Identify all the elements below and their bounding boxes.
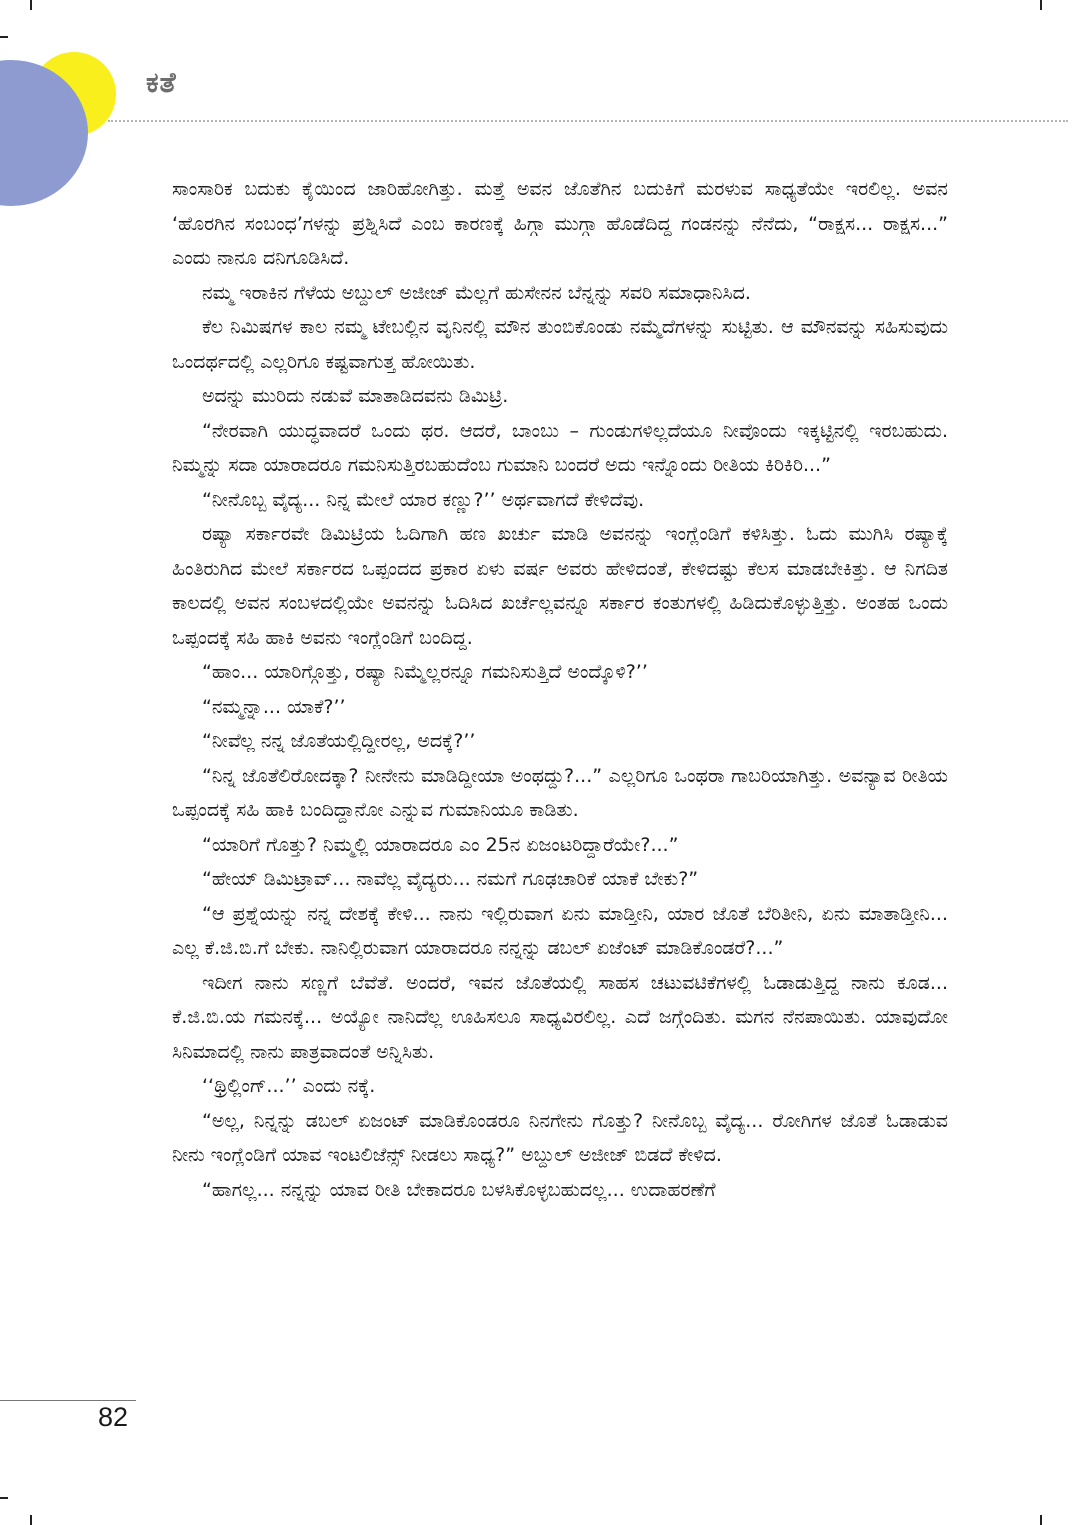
paragraph: ಕೆಲ ನಿಮಿಷಗಳ ಕಾಲ ನಮ್ಮ ಟೇಬಲ್ಲಿನ ವೃನಿನಲ್ಲಿ ಮೌನ ತುಂಬಿಕೊಂಡು ನಮ್ಮೆದೆಗಳನ್ನು ಸುಟ್ಟಿತು. ಆ ಮೌನವನ್ನು ಸಹಿಸುವುದು ಒಂದರ್ಥದಲ್ಲಿ ಎಲ್ಲರಿಗೂ ಕಷ್ಟವಾಗುತ್ತ ಹೋಯಿತು. bbox=[172, 316, 948, 373]
paragraph: “ನಮ್ಮನ್ನಾ... ಯಾಕೆ?’’ bbox=[202, 695, 346, 718]
page-number: 82 bbox=[98, 1402, 129, 1432]
paragraph: “ಅಲ್ಲ, ನಿನ್ನನ್ನು ಡಬಲ್ ಏಜಂಟ್ ಮಾಡಿಕೊಂಡರೂ ನಿನಗೇನು ಗೊತ್ತು? ನೀನೊಬ್ಬ ವೈದ್ಯ... ರೋಗಿಗಳ ಜೊತೆ ಓಡಾಡುವ ನೀನು ಇಂಗ್ಲೆಂಡಿಗೆ ಯಾವ ಇಂಟಲಿಜೆನ್ಸ್ ನೀಡಲು ಸಾಧ್ಯ?” ಅಬ್ದುಲ್ ಅಜೀಜ್ ಬಿಡದೆ ಕೇಳಿದ. bbox=[172, 1109, 948, 1166]
paragraph: ಇದೀಗ ನಾನು ಸಣ್ಣಗೆ ಬೆವೆತೆ. ಅಂದರೆ, ಇವನ ಜೊತೆಯಲ್ಲಿ ಸಾಹಸ ಚಟುವಟಿಕೆಗಳಲ್ಲಿ ಓಡಾಡುತ್ತಿದ್ದ ನಾನು ಕೂಡ... ಕೆ.ಜಿ.ಬಿ.ಯ ಗಮನಕ್ಕೆ... ಅಯ್ಯೋ ನಾನಿದೆಲ್ಲ ಊಹಿಸಲೂ ಸಾಧ್ಯವಿರಲಿಲ್ಲ. ಎದೆ ಜಗ್ಗೆಂದಿತು. ಮಗನ ನೆನಪಾಯಿತು. ಯಾವುದೋ ಸಿನಿಮಾದಲ್ಲಿ ನಾನು ಪಾತ್ರವಾದಂತೆ ಅನ್ನಿಸಿತು. bbox=[172, 971, 948, 1063]
paragraph: ‘‘ಥ್ರಿಲ್ಲಿಂಗ್...’’ ಎಂದು ನಕ್ಕೆ. bbox=[202, 1075, 376, 1097]
paragraph: ರಷ್ಯಾ ಸರ್ಕಾರವೇ ಡಿಮಿಟ್ರಿಯ ಓದಿಗಾಗಿ ಹಣ ಖರ್ಚು ಮಾಡಿ ಅವನನ್ನು ಇಂಗ್ಲೆಂಡಿಗೆ ಕಳಿಸಿತ್ತು. ಓದು ಮುಗಿಸಿ ರಷ್ಯಾಕ್ಕೆ ಹಿಂತಿರುಗಿದ ಮೇಲೆ ಸರ್ಕಾರದ ಒಪ್ಪಂದದ ಪ್ರಕಾರ ಏಳು ವರ್ಷ ಅವರು ಹೇಳಿದಂತೆ, ಕೇಳಿದಷ್ಟು ಕೆಲಸ ಮಾಡಬೇಕಿತ್ತು. ಆ ನಿಗದಿತ ಕಾಲದಲ್ಲಿ ಅವನ ಸಂಬಳದಲ್ಲಿಯೇ ಅವನನ್ನು ಓದಿಸಿದ ಖರ್ಚೆಲ್ಲವನ್ನೂ ಸರ್ಕಾರ ಕಂತುಗಳಲ್ಲಿ ಹಿಡಿದುಕೊಳ್ಳುತ್ತಿತ್ತು. ಅಂತಹ ಒಂದು ಒಪ್ಪಂದಕ್ಕೆ ಸಹಿ ಹಾಕಿ ಅವನು ಇಂಗ್ಲೆಂಡಿಗೆ ಬಂದಿದ್ದ. bbox=[172, 523, 948, 649]
crop-mark bbox=[1040, 1515, 1042, 1525]
crop-mark bbox=[1040, 0, 1042, 10]
paragraph: “ನೇರವಾಗಿ ಯುದ್ಧವಾದರೆ ಒಂದು ಥರ. ಆದರೆ, ಬಾಂಬು – ಗುಂಡುಗಳಿಲ್ಲದೆಯೂ ನೀವೊಂದು ಇಕ್ಕಟ್ಟಿನಲ್ಲಿ ಇರಬಹುದು. ನಿಮ್ಮನ್ನು ಸದಾ ಯಾರಾದರೂ ಗಮನಿಸುತ್ತಿರಬಹುದೆಂಬ ಗುಮಾನಿ ಬಂದರೆ ಅದು ಇನ್ನೊಂದು ರೀತಿಯ ಕಿರಿಕಿರಿ...” bbox=[172, 419, 948, 476]
header-divider bbox=[108, 120, 1068, 122]
crop-mark bbox=[0, 1497, 8, 1499]
paragraph: “ಹಾಗಲ್ಲ... ನನ್ನನ್ನು ಯಾವ ರೀತಿ ಬೇಕಾದರೂ ಬಳಸಿಕೊಳ್ಳಬಹುದಲ್ಲ... ಉದಾಹರಣೆಗೆ bbox=[202, 1178, 716, 1201]
paragraph: “ಆ ಪ್ರಶ್ನೆಯನ್ನು ನನ್ನ ದೇಶಕ್ಕೆ ಕೇಳಿ... ನಾನು ಇಲ್ಲಿರುವಾಗ ಏನು ಮಾಡ್ತೀನಿ, ಯಾರ ಜೊತೆ ಬೆರಿತೀನಿ, ಏನು ಮಾತಾಡ್ತೀನಿ... ಎಲ್ಲ ಕೆ.ಜಿ.ಬಿ.ಗೆ ಬೇಕು. ನಾನಿಲ್ಲಿರುವಾಗ ಯಾರಾದರೂ ನನ್ನನ್ನು ಡಬಲ್ ಏಜೆಂಟ್ ಮಾಡಿಕೊಂಡರೆ?...” bbox=[172, 902, 948, 959]
paragraph: “ಹೇಯ್ ಡಿಮಿಟ್ರಾವ್... ನಾವೆಲ್ಲ ವೈದ್ಯರು... ನಮಗೆ ಗೂಢಚಾರಿಕೆ ಯಾಕೆ ಬೇಕು?” bbox=[202, 868, 699, 890]
paragraph: “ಯಾರಿಗೆ ಗೊತ್ತು? ನಿಮ್ಮಲ್ಲಿ ಯಾರಾದರೂ ಎಂ 25ನ ಏಜಂಟರಿದ್ದಾರೆಯೇ?...” bbox=[202, 833, 679, 856]
paragraph: “ನಿನ್ನ ಜೊತೆಲಿರೋದಕ್ಕಾ? ನೀನೇನು ಮಾಡಿದ್ದೀಯಾ ಅಂಥದ್ದು?...” ಎಲ್ಲರಿಗೂ ಒಂಥರಾ ಗಾಬರಿಯಾಗಿತ್ತು. ಅವನ್ಯಾವ ರೀತಿಯ ಒಪ್ಪಂದಕ್ಕೆ ಸಹಿ ಹಾಕಿ ಬಂದಿದ್ದಾನೋ ಎನ್ನುವ ಗುಮಾನಿಯೂ ಕಾಡಿತು. bbox=[172, 764, 948, 821]
paragraph: “ಹಾಂ... ಯಾರಿಗ್ಗೊತ್ತು, ರಷ್ಯಾ ನಿಮ್ಮೆಲ್ಲರನ್ನೂ ಗಮನಿಸುತ್ತಿದೆ ಅಂದ್ಕೊಳಿ?’’ bbox=[202, 661, 648, 683]
paragraph: ನಮ್ಮ ಇರಾಕಿನ ಗೆಳೆಯ ಅಬ್ದುಲ್ ಅಜೀಜ್ ಮೆಲ್ಲಗೆ ಹುಸೇನನ ಬೆನ್ನನ್ನು ಸವರಿ ಸಮಾಧಾನಿಸಿದ. bbox=[202, 281, 751, 304]
story-body bbox=[172, 172, 948, 1207]
crop-mark bbox=[30, 1515, 32, 1525]
paragraph: ಸಾಂಸಾರಿಕ ಬದುಕು ಕೈಯಿಂದ ಜಾರಿಹೋಗಿತ್ತು. ಮತ್ತೆ ಅವನ ಜೊತೆಗಿನ ಬದುಕಿಗೆ ಮರಳುವ ಸಾಧ್ಯತೆಯೇ ಇರಲಿಲ್ಲ. ಅವನ ‘ಹೊರಗಿನ ಸಂಬಂಧ’ಗಳನ್ನು ಪ್ರಶ್ನಿಸಿದೆ ಎಂಬ ಕಾರಣಕ್ಕೆ ಹಿಗ್ಗಾ ಮುಗ್ಗಾ ಹೊಡೆದಿದ್ದ ಗಂಡನನ್ನು ನೆನೆದು, “ರಾಕ್ಷಸ... ರಾಕ್ಷಸ...” ಎಂದು ನಾನೂ ದನಿಗೂಡಿಸಿದೆ. bbox=[172, 178, 948, 269]
crop-mark bbox=[0, 36, 8, 38]
paragraph: “ನೀವೆಲ್ಲ ನನ್ನ ಜೊತೆಯಲ್ಲಿದ್ದೀರಲ್ಲ, ಅದಕ್ಕೆ?’’ bbox=[202, 730, 476, 752]
section-title: ಕತೆ bbox=[146, 66, 177, 99]
crop-mark bbox=[30, 0, 32, 10]
paragraph: “ನೀನೊಬ್ಬ ವೈದ್ಯ... ನಿನ್ನ ಮೇಲೆ ಯಾರ ಕಣ್ಣು?’’ ಅರ್ಥವಾಗದೆ ಕೇಳಿದೆವು. bbox=[202, 488, 645, 511]
paragraph: ಅದನ್ನು ಮುರಿದು ನಡುವೆ ಮಾತಾಡಿದವನು ಡಿಮಿಟ್ರಿ. bbox=[202, 385, 509, 407]
footer-divider bbox=[0, 1400, 136, 1401]
